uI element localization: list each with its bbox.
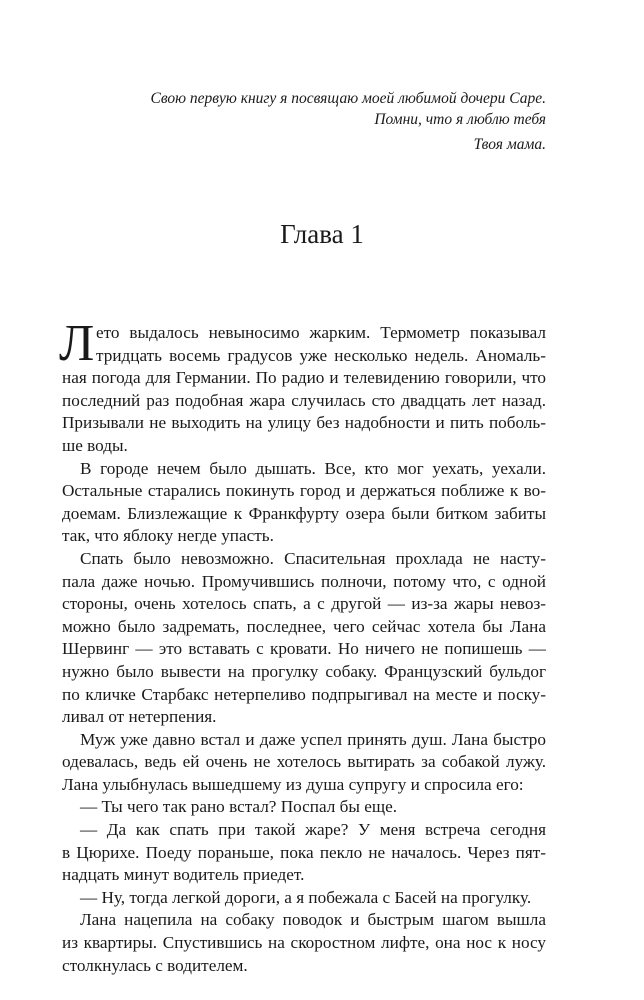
text-line: столкнулась с водителем.	[62, 955, 248, 975]
text-line: Шервинг — это вставать с кровати. Но ничего не попишешь —	[62, 639, 546, 659]
text-line: стороны, очень хотелось спать, а с другой — из-за жары невоз-	[62, 594, 546, 614]
text-line: можно было задремать, последнее, чего сейчас хотела бы Лана	[62, 616, 546, 636]
text-line: по кличке Старбакс нетерпеливо подпрыгивал на месте и поску-	[62, 684, 546, 704]
dialogue-line: — Ты чего так рано встал? Поспал бы еще.	[80, 797, 398, 817]
text-line: ше воды.	[62, 435, 128, 455]
dedication-line-1: Свою первую книгу я посвящаю моей любимой дочери Саре.	[150, 90, 546, 107]
dedication-line-2: Помни, что я люблю тебя	[374, 111, 546, 128]
chapter-body	[59, 315, 546, 977]
text-line: ето выдалось невыносимо жарким. Термометр показывал	[96, 323, 546, 342]
text-line: в Цюрихе. Поеду пораньше, пока пекло не началось. Через пят-	[62, 842, 546, 862]
text-line: Призывали не выходить на улицу без надобности и пить поболь-	[62, 413, 546, 433]
text-line: из квартиры. Спустившись на скоростном лифте, она нос к носу	[62, 933, 546, 953]
text-line: Остальные старались покинуть город и держаться поближе к во-	[62, 481, 546, 501]
text-line: ливал от нетерпения.	[62, 707, 217, 727]
text-line: нужно было вывести на прогулку собаку. Французский бульдог	[62, 661, 546, 681]
text-line: так, что яблоку негде упасть.	[62, 526, 274, 546]
text-line: Лана улыбнулась вышедшему из душа супругу и спросила его:	[62, 774, 524, 794]
text-line: В городе нечем было дышать. Все, кто мог уехать, уехали.	[80, 458, 546, 478]
dialogue-line: — Да как спать при такой жаре? У меня встреча сегодня	[80, 820, 546, 840]
text-line: тридцать восемь градусов уже несколько недель. Аномаль-	[96, 345, 546, 365]
text-line: Муж уже давно встал и даже успел принять душ. Лана быстро	[80, 729, 546, 749]
text-line: пала даже ночью. Промучившись полночи, потому что, с одной	[62, 571, 546, 591]
dedication	[66, 88, 546, 155]
text-line: Лана нацепила на собаку поводок и быстрым шагом вышла	[80, 910, 546, 930]
chapter-title: Глава 1	[280, 219, 364, 249]
text-line: одевалась, ведь ей очень не хотелось вытирать за собакой лужу.	[62, 752, 546, 772]
text-line: последний раз подобная жара случилась сто двадцать лет назад.	[62, 390, 546, 410]
dialogue-line: — Ну, тогда легкой дороги, а я побежала с Басей на прогулку.	[80, 887, 532, 907]
dedication-signature: Твоя мама.	[473, 136, 546, 153]
text-line: надцать минут водитель приедет.	[62, 865, 305, 885]
text-line: Спать было невозможно. Спасительная прохлада не насту-	[80, 548, 546, 568]
drop-cap: Л	[59, 315, 95, 372]
text-line: ная погода для Германии. По радио и телевидению говорили, что	[62, 368, 546, 388]
text-line: доемам. Близлежащие к Франкфурту озера были битком забиты	[62, 503, 546, 523]
